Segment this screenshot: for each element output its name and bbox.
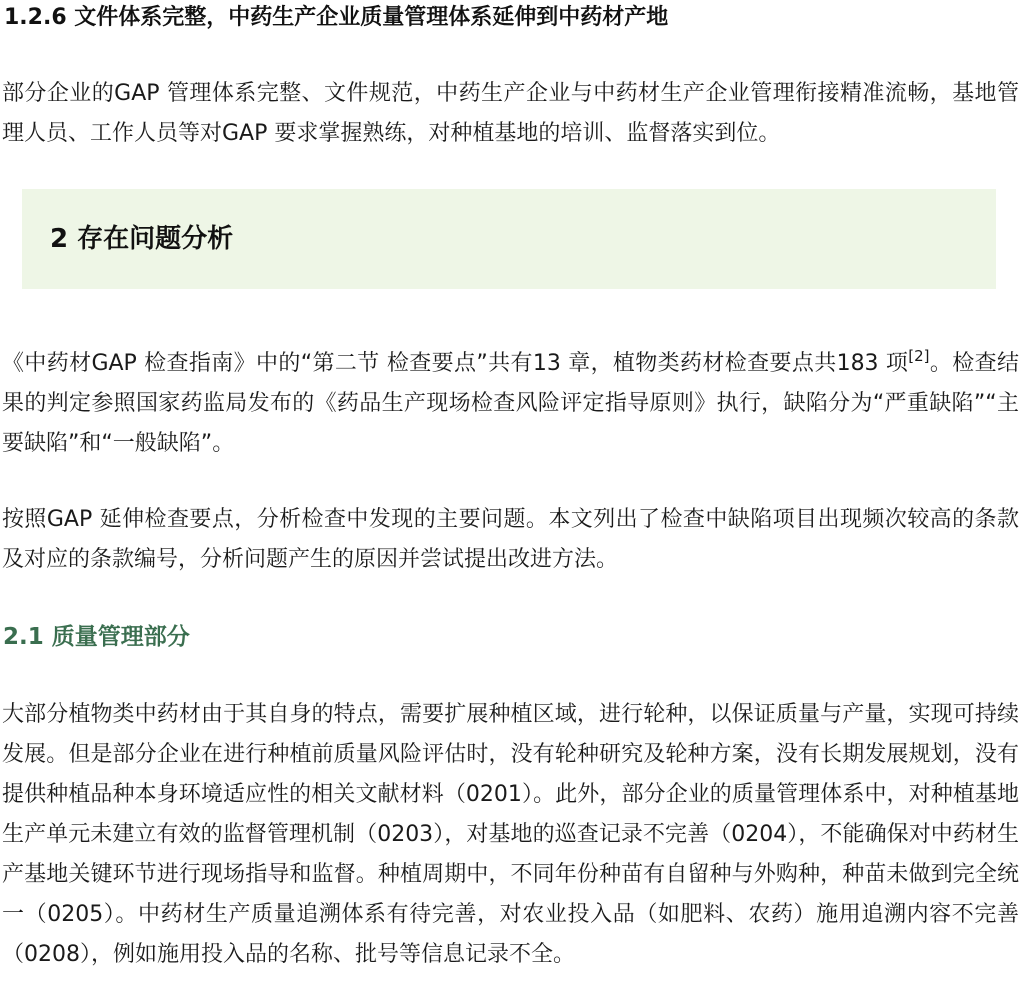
paragraph-inspection-guide <box>2 344 1019 464</box>
paragraph-text-part2: 。检查结果的判定参照国家药监局发布的《药品生产现场检查风险评定指导原则》执行，缺陷分为“严重缺陷”“主要缺陷”和“一般缺陷”。 <box>2 351 1019 456</box>
section-heading-1-2-6: 1.2.6 文件体系完整，中药生产企业质量管理体系延伸到中药材产地 <box>4 5 669 30</box>
section-banner <box>22 189 996 289</box>
reference-link[interactable]: [2] <box>908 347 930 365</box>
paragraph-text-part1: 《中药材GAP 检查指南》中的“第二节 检查要点”共有13 章，植物类药材检查要点共183 项 <box>2 351 909 376</box>
paragraph-gap-system: 部分企业的GAP 管理体系完整、文件规范，中药生产企业与中药材生产企业管理衔接精准流畅，基地管理人员、工作人员等对GAP 要求掌握熟练，对种植基地的培训、监督落实到位。 <box>2 81 1019 146</box>
paragraph-quality-management: 大部分植物类中药材由于其自身的特点，需要扩展种植区域，进行轮种，以保证质量与产量，实现可持续发展。但是部分企业在进行种植前质量风险评估时，没有轮种研究及轮种方案，没有长期发展规划，没有提供种植品种本身环境适应性的相关文献材料（0201）。此外，部分企业的质量管理体系中，对种植基地生产单元未建立有效的监督管理机制（0203），对基地的巡查记录不完善（0204），不能确保对中药材生产基地关键环节进行现场指导和监督。种植周期中，不同年份种苗有自留种与外购种，种苗未做到完全统一（0205）。中药材生产质量追溯体系有待完善，对农业投入品（如肥料、农药）施用追溯内容不完善（0208），例如施用投入品的名称、批号等信息记录不全。 <box>2 702 1019 967</box>
paragraph-analysis-intro: 按照GAP 延伸检查要点，分析检查中发现的主要问题。本文列出了检查中缺陷项目出现频次较高的条款及对应的条款编号，分析问题产生的原因并尝试提出改进方法。 <box>2 507 1019 572</box>
section-heading-2-1: 2.1 质量管理部分 <box>3 624 190 650</box>
section-heading-2: 2 存在问题分析 <box>50 224 234 254</box>
